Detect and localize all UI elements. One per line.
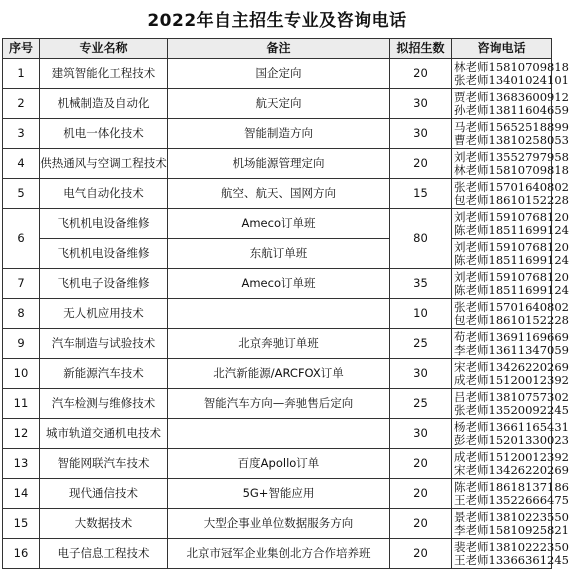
enrollment-table xyxy=(2,38,569,569)
phone-contact: 刘老师15910768120 xyxy=(454,269,569,284)
phone-contact: 张老师15701640802 xyxy=(454,299,569,314)
phone-contact: 宋老师13426220269 xyxy=(454,462,569,477)
table-row xyxy=(3,509,552,539)
cell-phone xyxy=(452,239,569,269)
cell-phone xyxy=(452,359,569,389)
table-row xyxy=(3,359,552,389)
table-row xyxy=(3,239,552,269)
phone-contact: 林老师15810709818 xyxy=(454,162,569,177)
table-row xyxy=(3,269,552,299)
phone-contact: 陈老师18511699124 xyxy=(454,282,569,297)
phone-contact: 彭老师15201330023 xyxy=(454,432,569,447)
table-header-row xyxy=(3,39,552,59)
cell-no: 5 xyxy=(3,179,40,209)
cell-major: 新能源汽车技术 xyxy=(40,359,168,389)
cell-note: 机场能源管理定向 xyxy=(168,149,390,179)
cell-quota: 20 xyxy=(390,479,452,509)
cell-no: 16 xyxy=(3,539,40,569)
cell-phone xyxy=(452,269,569,299)
phone-contact: 裴老师13810222350 xyxy=(454,539,569,554)
cell-major: 电气自动化技术 xyxy=(40,179,168,209)
cell-major: 机电一体化技术 xyxy=(40,119,168,149)
cell-quota: 25 xyxy=(390,389,452,419)
cell-note: 百度Apollo订单 xyxy=(168,449,390,479)
header-phone: 咨询电话 xyxy=(452,39,552,59)
cell-phone xyxy=(452,119,569,149)
phone-contact: 林老师15810709818 xyxy=(454,59,569,74)
cell-quota: 30 xyxy=(390,419,452,449)
phone-contact: 苟老师13691169669 xyxy=(454,329,569,344)
cell-quota: 80 xyxy=(390,209,452,269)
phone-contact: 成老师15120012392 xyxy=(454,449,569,464)
phone-contact: 刘老师15910768120 xyxy=(454,209,569,224)
phone-contact: 陈老师18511699124 xyxy=(454,222,569,237)
cell-quota: 10 xyxy=(390,299,452,329)
cell-no: 6 xyxy=(3,209,40,269)
table-row xyxy=(3,539,552,569)
phone-contact: 孙老师13811604659 xyxy=(454,102,569,117)
cell-major: 供热通风与空调工程技术 xyxy=(40,149,168,179)
page-title: 2022年自主招生专业及咨询电话 xyxy=(147,11,407,31)
cell-major: 飞机机电设备维修 xyxy=(40,209,168,239)
phone-contact: 贾老师13683600912 xyxy=(454,89,569,104)
phone-contact: 成老师15120012392 xyxy=(454,372,569,387)
table-row xyxy=(3,479,552,509)
cell-no: 13 xyxy=(3,449,40,479)
table-body xyxy=(3,59,569,569)
table-row xyxy=(3,149,552,179)
phone-contact: 王老师13522666475 xyxy=(454,492,569,507)
phone-contact: 张老师15701640802 xyxy=(454,179,569,194)
cell-quota: 20 xyxy=(390,509,452,539)
cell-no: 12 xyxy=(3,419,40,449)
cell-phone xyxy=(452,419,569,449)
cell-phone xyxy=(452,479,569,509)
table-row xyxy=(3,89,552,119)
cell-no: 4 xyxy=(3,149,40,179)
cell-quota: 15 xyxy=(390,179,452,209)
cell-major: 飞机机电设备维修 xyxy=(40,239,168,269)
phone-contact: 曹老师13810258053 xyxy=(454,132,569,147)
cell-major: 智能网联汽车技术 xyxy=(40,449,168,479)
cell-note: 北汽新能源/ARCFOX订单 xyxy=(168,359,390,389)
cell-no: 3 xyxy=(3,119,40,149)
cell-phone xyxy=(452,59,569,89)
cell-quota: 25 xyxy=(390,329,452,359)
table-row xyxy=(3,299,552,329)
cell-phone xyxy=(452,449,569,479)
phone-contact: 李老师15810925821 xyxy=(454,522,569,537)
phone-contact: 张老师13401024101 xyxy=(454,72,569,87)
cell-major: 建筑智能化工程技术 xyxy=(40,59,168,89)
cell-major: 汽车制造与试验技术 xyxy=(40,329,168,359)
phone-contact: 包老师18610152228 xyxy=(454,192,569,207)
phone-contact: 杨老师13661165431 xyxy=(454,419,569,434)
cell-quota: 20 xyxy=(390,539,452,569)
phone-contact: 王老师13366361245 xyxy=(454,552,569,567)
cell-phone xyxy=(452,89,569,119)
cell-no: 11 xyxy=(3,389,40,419)
header-note: 备注 xyxy=(168,39,390,59)
cell-no: 15 xyxy=(3,509,40,539)
cell-major: 机械制造及自动化 xyxy=(40,89,168,119)
table-row xyxy=(3,179,552,209)
phone-contact: 刘老师15910768120 xyxy=(454,239,569,254)
cell-note: 航天定向 xyxy=(168,89,390,119)
table-row xyxy=(3,389,552,419)
table-row xyxy=(3,119,552,149)
cell-no: 9 xyxy=(3,329,40,359)
table-row xyxy=(3,209,552,239)
table-row xyxy=(3,329,552,359)
cell-phone xyxy=(452,149,569,179)
cell-note: 大型企事业单位数据服务方向 xyxy=(168,509,390,539)
phone-contact: 刘老师13552797958 xyxy=(454,149,569,164)
phone-contact: 陈老师18511699124 xyxy=(454,252,569,267)
header-no: 序号 xyxy=(3,39,40,59)
phone-contact: 宋老师13426220269 xyxy=(454,359,569,374)
phone-contact: 包老师18610152228 xyxy=(454,312,569,327)
cell-no: 1 xyxy=(3,59,40,89)
cell-phone xyxy=(452,179,569,209)
phone-contact: 景老师13810223550 xyxy=(454,509,569,524)
cell-phone xyxy=(452,329,569,359)
cell-phone xyxy=(452,539,569,569)
cell-phone xyxy=(452,209,569,239)
phone-contact: 吕老师13810757302 xyxy=(454,389,569,404)
cell-note: 东航订单班 xyxy=(168,239,390,269)
cell-no: 7 xyxy=(3,269,40,299)
cell-note: 智能汽车方向—奔驰售后定向 xyxy=(168,389,390,419)
phone-contact: 马老师15652518899 xyxy=(454,119,569,134)
cell-note: Ameco订单班 xyxy=(168,269,390,299)
cell-note: 北京市冠军企业集创北方合作培养班 xyxy=(168,539,390,569)
cell-note xyxy=(168,299,390,329)
cell-quota: 20 xyxy=(390,449,452,479)
cell-no: 8 xyxy=(3,299,40,329)
cell-major: 无人机应用技术 xyxy=(40,299,168,329)
cell-no: 10 xyxy=(3,359,40,389)
cell-major: 汽车检测与维修技术 xyxy=(40,389,168,419)
cell-quota: 35 xyxy=(390,269,452,299)
cell-phone xyxy=(452,299,569,329)
cell-phone xyxy=(452,389,569,419)
cell-major: 现代通信技术 xyxy=(40,479,168,509)
phone-contact: 李老师13611347059 xyxy=(454,342,569,357)
cell-note: 航空、航天、国网方向 xyxy=(168,179,390,209)
cell-major: 飞机电子设备维修 xyxy=(40,269,168,299)
cell-note: Ameco订单班 xyxy=(168,209,390,239)
cell-quota: 30 xyxy=(390,119,452,149)
phone-contact: 陈老师18618137186 xyxy=(454,479,569,494)
cell-note xyxy=(168,419,390,449)
cell-major: 大数据技术 xyxy=(40,509,168,539)
table-row xyxy=(3,449,552,479)
phone-contact: 张老师13520092245 xyxy=(454,402,569,417)
cell-major: 城市轨道交通机电技术 xyxy=(40,419,168,449)
header-major: 专业名称 xyxy=(40,39,168,59)
cell-no: 2 xyxy=(3,89,40,119)
cell-no: 14 xyxy=(3,479,40,509)
table-row xyxy=(3,59,552,89)
header-quota: 拟招生数 xyxy=(390,39,452,59)
cell-note: 5G+智能应用 xyxy=(168,479,390,509)
cell-quota: 30 xyxy=(390,89,452,119)
cell-quota: 20 xyxy=(390,149,452,179)
cell-note: 智能制造方向 xyxy=(168,119,390,149)
cell-note: 北京奔驰订单班 xyxy=(168,329,390,359)
cell-quota: 20 xyxy=(390,59,452,89)
cell-note: 国企定向 xyxy=(168,59,390,89)
cell-quota: 30 xyxy=(390,359,452,389)
table-row xyxy=(3,419,552,449)
cell-phone xyxy=(452,509,569,539)
cell-major: 电子信息工程技术 xyxy=(40,539,168,569)
